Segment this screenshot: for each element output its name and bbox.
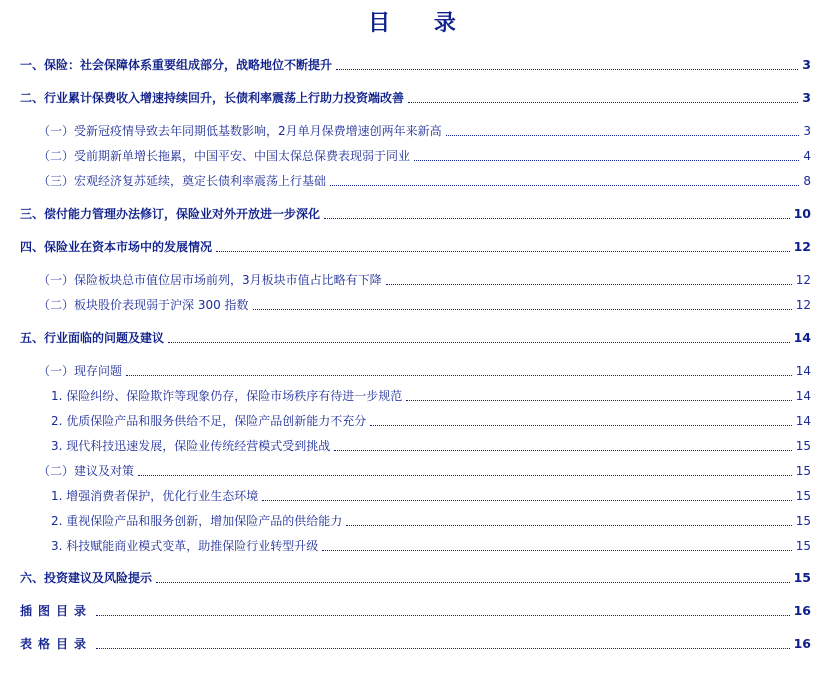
toc-entry-page: 14 [795, 364, 811, 378]
toc-entry-page: 14 [795, 389, 811, 403]
toc-entry[interactable] [20, 55, 811, 75]
toc-entry-label: 1. 增强消费者保护，优化行业生态环境 [51, 489, 259, 503]
dot-leader [408, 102, 798, 103]
dot-leader [126, 375, 792, 376]
toc-entry-page: 15 [795, 439, 811, 453]
dot-leader [96, 615, 790, 616]
toc-entry-label: （一）保险板块总市值位居市场前列，3月板块市值占比略有下降 [38, 273, 382, 287]
dot-leader [406, 400, 791, 401]
dot-leader [414, 160, 799, 161]
toc-entry-label: 3. 现代科技迅速发展，保险业传统经营模式受到挑战 [51, 439, 331, 453]
toc-entry-label: 3. 科技赋能商业模式变革，助推保险行业转型升级 [51, 539, 319, 553]
toc-entry-page: 14 [795, 414, 811, 428]
toc-entry-label: 插图目录 [20, 604, 93, 618]
toc-entry[interactable] [51, 486, 811, 506]
toc-entry-page: 15 [795, 489, 811, 503]
page-title: 目 录 [368, 10, 474, 36]
toc-entry[interactable] [51, 511, 811, 531]
dot-leader [322, 550, 791, 551]
dot-leader [168, 342, 790, 343]
dot-leader [370, 425, 791, 426]
toc-entry-label: （二）板块股价表现弱于沪深 300 指数 [38, 298, 249, 312]
toc-entry-label: 2. 优质保险产品和服务供给不足，保险产品创新能力不充分 [51, 414, 367, 428]
toc-entry[interactable] [51, 436, 811, 456]
toc-entry-page: 15 [793, 570, 811, 585]
toc-entry[interactable] [38, 461, 811, 481]
toc-entry[interactable] [20, 634, 811, 654]
toc-entry-page: 10 [793, 206, 811, 221]
dot-leader [330, 185, 799, 186]
toc-entry[interactable] [51, 386, 811, 406]
toc-entry[interactable] [51, 536, 811, 556]
toc-entry-page: 15 [795, 464, 811, 478]
toc-entry-page: 12 [795, 298, 811, 312]
toc-entry-label: 表格目录 [20, 637, 93, 651]
toc-entry[interactable] [38, 171, 811, 191]
toc-entry-page: 12 [793, 239, 811, 254]
dot-leader [262, 500, 791, 501]
toc-entry-page: 16 [793, 636, 811, 651]
toc-entry-label: 四、保险业在资本市场中的发展情况 [20, 240, 213, 254]
toc-entry-label: （二）受前期新单增长拖累，中国平安、中国太保总保费表现弱于同业 [38, 149, 411, 163]
dot-leader [216, 251, 790, 252]
toc-entry[interactable] [38, 146, 811, 166]
toc-entry-label: （三）宏观经济复苏延续，奠定长债利率震荡上行基础 [38, 174, 327, 188]
toc-entry-page: 4 [803, 149, 811, 163]
toc-entry-label: 2. 重视保险产品和服务创新，增加保险产品的供给能力 [51, 514, 343, 528]
toc-entry-label: 二、行业累计保费收入增速持续回升，长债利率震荡上行助力投资端改善 [20, 91, 405, 105]
toc-entry-page: 3 [802, 90, 811, 105]
toc-entry[interactable] [38, 361, 811, 381]
toc-entry-page: 16 [793, 603, 811, 618]
toc-entry-label: 三、偿付能力管理办法修订，保险业对外开放进一步深化 [20, 207, 321, 221]
dot-leader [336, 69, 798, 70]
dot-leader [324, 218, 790, 219]
toc-entry-page: 8 [803, 174, 811, 188]
toc-entry-label: （一）受新冠疫情导致去年同期低基数影响，2月单月保费增速创两年来新高 [38, 124, 442, 138]
toc-entry[interactable] [20, 204, 811, 224]
dot-leader [346, 525, 791, 526]
toc-entry-label: 1. 保险纠纷、保险欺诈等现象仍存，保险市场秩序有待进一步规范 [51, 389, 403, 403]
dot-leader [334, 450, 791, 451]
toc-entry[interactable] [51, 411, 811, 431]
toc-entry-page: 15 [795, 539, 811, 553]
toc-entry[interactable] [20, 328, 811, 348]
dot-leader [386, 284, 792, 285]
toc-entry[interactable] [20, 568, 811, 588]
toc-entry-label: 一、保险：社会保障体系重要组成部分，战略地位不断提升 [20, 58, 333, 72]
dot-leader [253, 309, 792, 310]
toc-entry[interactable] [20, 237, 811, 257]
toc-entry-page: 12 [795, 273, 811, 287]
toc-entry-page: 14 [793, 330, 811, 345]
dot-leader [138, 475, 792, 476]
toc-entry-page: 15 [795, 514, 811, 528]
toc-entry[interactable] [20, 88, 811, 108]
toc-entry[interactable] [38, 270, 811, 290]
dot-leader [156, 582, 790, 583]
toc-entry-page: 3 [803, 124, 811, 138]
toc-entry[interactable] [20, 601, 811, 621]
toc-entry[interactable] [38, 121, 811, 141]
dot-leader [96, 648, 790, 649]
dot-leader [446, 135, 800, 136]
toc-entry-page: 3 [802, 57, 811, 72]
toc-entry-label: （二）建议及对策 [38, 464, 135, 478]
toc-entry-label: 五、行业面临的问题及建议 [20, 331, 165, 345]
toc-entry[interactable] [38, 295, 811, 315]
toc-entry-label: （一）现存问题 [38, 364, 123, 378]
toc-entry-label: 六、投资建议及风险提示 [20, 571, 153, 585]
